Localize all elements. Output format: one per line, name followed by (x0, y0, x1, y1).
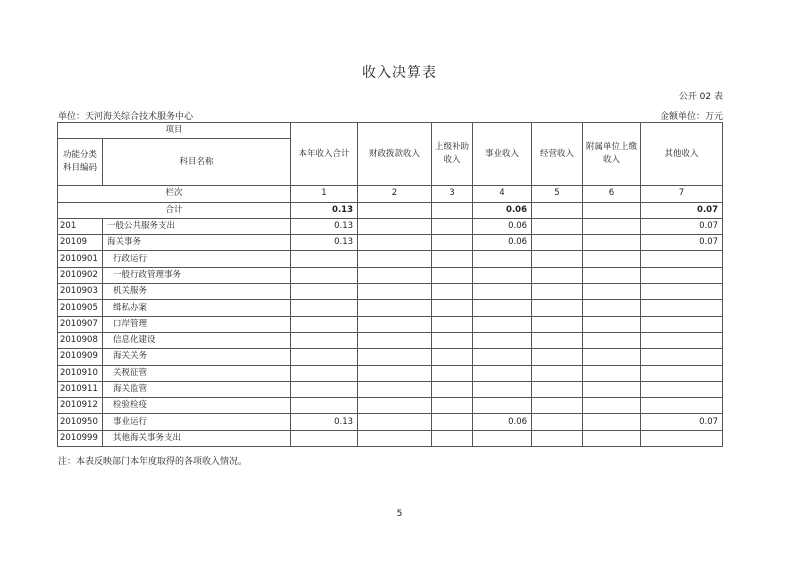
header-func-code: 功能分类科目编码 (58, 139, 103, 186)
amount-cell (583, 267, 641, 283)
amount-cell (432, 235, 473, 251)
amount-cell (291, 284, 358, 300)
amount-cell (641, 365, 723, 381)
amount-cell (291, 267, 358, 283)
subject-code: 2010909 (58, 349, 103, 365)
amount-cell (358, 398, 432, 414)
amount-cell (473, 381, 532, 397)
amount-cell (432, 284, 473, 300)
amount-cell (532, 235, 583, 251)
subject-code: 2010912 (58, 398, 103, 414)
table-note: 注：本表反映部门本年度取得的各项收入情况。 (58, 457, 248, 467)
amount-cell (473, 365, 532, 381)
table-row (58, 316, 723, 332)
amount-cell (641, 332, 723, 348)
subject-code: 2010902 (58, 267, 103, 283)
subject-name: 口岸管理 (103, 316, 291, 332)
amount-cell (473, 251, 532, 267)
table-row (58, 381, 723, 397)
subject-code: 20109 (58, 235, 103, 251)
amount-cell (432, 349, 473, 365)
amount-cell (432, 218, 473, 234)
subject-code: 2010911 (58, 381, 103, 397)
amount-cell (291, 430, 358, 446)
total-value (432, 202, 473, 218)
amount-cell (532, 430, 583, 446)
amount-cell (532, 316, 583, 332)
total-label: 合计 (58, 202, 291, 218)
table-row (58, 284, 723, 300)
subject-name: 一般行政管理事务 (103, 267, 291, 283)
amount-cell (532, 218, 583, 234)
amount-cell (291, 365, 358, 381)
amount-cell: 0.06 (473, 414, 532, 430)
subject-name: 事业运行 (103, 414, 291, 430)
amount-cell (583, 365, 641, 381)
amount-cell (532, 414, 583, 430)
subject-name: 一般公共服务支出 (103, 218, 291, 234)
amount-cell (473, 332, 532, 348)
amount-cell (641, 267, 723, 283)
subject-name: 海关事务 (103, 235, 291, 251)
table-row (58, 267, 723, 283)
subject-code: 2010910 (58, 365, 103, 381)
amount-cell (641, 430, 723, 446)
subject-name: 海关关务 (103, 349, 291, 365)
amount-cell (532, 300, 583, 316)
subject-code: 2010908 (58, 332, 103, 348)
amount-cell (358, 235, 432, 251)
amount-cell (532, 332, 583, 348)
amount-cell (583, 332, 641, 348)
header-col-operating: 经营收入 (532, 123, 583, 186)
amount-cell (432, 430, 473, 446)
amount-cell: 0.07 (641, 235, 723, 251)
amount-cell (432, 267, 473, 283)
amount-cell (532, 398, 583, 414)
amount-cell (583, 349, 641, 365)
amount-cell (473, 300, 532, 316)
subject-name: 行政运行 (103, 251, 291, 267)
amount-cell (432, 414, 473, 430)
subject-code: 2010903 (58, 284, 103, 300)
amount-cell: 0.06 (473, 235, 532, 251)
lanci-num: 5 (532, 186, 583, 202)
subject-name: 关税征管 (103, 365, 291, 381)
header-subject-name: 科目名称 (103, 139, 291, 186)
amount-cell (532, 381, 583, 397)
amount-cell (432, 332, 473, 348)
amount-cell (358, 381, 432, 397)
lanci-num: 4 (473, 186, 532, 202)
lanci-num: 2 (358, 186, 432, 202)
header-col-other: 其他收入 (641, 123, 723, 186)
amount-cell (432, 381, 473, 397)
table-row (58, 365, 723, 381)
amount-cell (641, 300, 723, 316)
header-col-business: 事业收入 (473, 123, 532, 186)
header-row (58, 123, 723, 139)
amount-cell (532, 349, 583, 365)
amount-cell (532, 251, 583, 267)
income-statement-table (57, 122, 723, 447)
amount-cell (583, 218, 641, 234)
amount-cell (641, 316, 723, 332)
page-title: 收入决算表 (362, 65, 437, 81)
form-number: 公开 02 表 (678, 92, 723, 102)
amount-cell (358, 414, 432, 430)
lanci-num: 7 (641, 186, 723, 202)
subject-code: 2010901 (58, 251, 103, 267)
lanci-label: 栏次 (58, 186, 291, 202)
amount-cell: 0.13 (291, 235, 358, 251)
amount-cell (358, 218, 432, 234)
reporting-unit: 单位：天河海关综合技术服务中心 (58, 112, 194, 122)
total-row (58, 202, 723, 218)
header-col-total: 本年收入合计 (291, 123, 358, 186)
amount-cell (583, 300, 641, 316)
total-value: 0.06 (473, 202, 532, 218)
amount-cell: 0.07 (641, 414, 723, 430)
amount-cell (473, 267, 532, 283)
amount-cell (358, 284, 432, 300)
subject-code: 2010999 (58, 430, 103, 446)
amount-cell (583, 235, 641, 251)
amount-cell (291, 381, 358, 397)
amount-cell (358, 349, 432, 365)
table-row (58, 332, 723, 348)
amount-cell (291, 349, 358, 365)
amount-cell (583, 398, 641, 414)
subject-code: 2010905 (58, 300, 103, 316)
amount-cell (358, 316, 432, 332)
amount-cell (291, 332, 358, 348)
subject-name: 其他海关事务支出 (103, 430, 291, 446)
amount-cell (532, 365, 583, 381)
lanci-num: 3 (432, 186, 473, 202)
amount-cell: 0.13 (291, 414, 358, 430)
amount-cell (641, 251, 723, 267)
amount-cell (532, 284, 583, 300)
amount-cell (291, 251, 358, 267)
amount-cell (473, 284, 532, 300)
amount-cell: 0.06 (473, 218, 532, 234)
amount-cell (473, 430, 532, 446)
table-row (58, 235, 723, 251)
table-row (58, 430, 723, 446)
subject-code: 2010950 (58, 414, 103, 430)
amount-cell (358, 267, 432, 283)
amount-cell (473, 316, 532, 332)
header-col-fiscal: 财政拨款收入 (358, 123, 432, 186)
table-row (58, 218, 723, 234)
amount-cell (432, 398, 473, 414)
amount-cell (358, 251, 432, 267)
amount-cell (432, 316, 473, 332)
amount-cell: 0.07 (641, 218, 723, 234)
header-col-subsidiary: 附属单位上缴收入 (583, 123, 641, 186)
amount-cell (583, 414, 641, 430)
table-row (58, 251, 723, 267)
subject-name: 海关监管 (103, 381, 291, 397)
total-value (358, 202, 432, 218)
table-row (58, 349, 723, 365)
amount-cell (583, 284, 641, 300)
table-row (58, 414, 723, 430)
subject-name: 缉私办案 (103, 300, 291, 316)
amount-cell (641, 381, 723, 397)
amount-cell (473, 349, 532, 365)
amount-cell (641, 284, 723, 300)
header-xiangmu: 项目 (58, 123, 291, 139)
page-number: 5 (396, 509, 403, 519)
amount-cell (641, 349, 723, 365)
amount-cell (358, 300, 432, 316)
total-value (583, 202, 641, 218)
amount-cell (432, 300, 473, 316)
subject-code: 201 (58, 218, 103, 234)
lanci-num: 6 (583, 186, 641, 202)
subject-name: 信息化建设 (103, 332, 291, 348)
subject-name: 机关服务 (103, 284, 291, 300)
amount-cell (583, 381, 641, 397)
amount-cell: 0.13 (291, 218, 358, 234)
amount-cell (532, 267, 583, 283)
amount-cell (432, 251, 473, 267)
subject-name: 检验检疫 (103, 398, 291, 414)
amount-unit: 金额单位：万元 (659, 112, 723, 122)
total-value: 0.13 (291, 202, 358, 218)
amount-cell (291, 316, 358, 332)
total-value (532, 202, 583, 218)
header-col-superior: 上级补助收入 (432, 123, 473, 186)
amount-cell (583, 430, 641, 446)
lanci-num: 1 (291, 186, 358, 202)
subject-code: 2010907 (58, 316, 103, 332)
amount-cell (291, 398, 358, 414)
amount-cell (641, 398, 723, 414)
amount-cell (358, 332, 432, 348)
table-row (58, 300, 723, 316)
table-row (58, 398, 723, 414)
amount-cell (358, 365, 432, 381)
amount-cell (358, 430, 432, 446)
total-value: 0.07 (641, 202, 723, 218)
amount-cell (432, 365, 473, 381)
amount-cell (583, 251, 641, 267)
amount-cell (291, 300, 358, 316)
amount-cell (583, 316, 641, 332)
lanci-row (58, 186, 723, 202)
amount-cell (473, 398, 532, 414)
